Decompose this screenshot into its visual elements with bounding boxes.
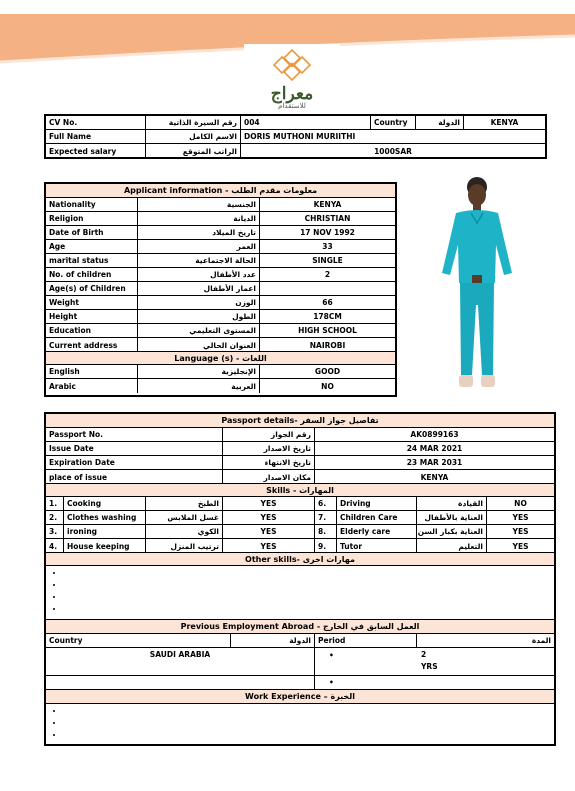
passport-field-value: 24 MAR 2021 [406,444,463,453]
country-label: Country [371,116,416,129]
table-row [46,268,395,282]
list-item [64,706,554,718]
applicant-field-label-ar: تاريخ الميلاد [138,226,260,239]
applicant-field-value: 33 [322,242,333,251]
table-row [46,254,395,268]
skill-number: 7. [315,511,337,524]
passport-field-label: Passport No. [46,428,223,441]
previous-employment-title: Previous Employment Abroad - العمل السابق في الخارج [46,620,554,634]
applicant-field-value: 178CM [313,312,342,321]
passport-details-title: Passport details- تفاصيل جواز السفر [46,414,554,428]
skill-label-ar: الطبخ [146,497,223,510]
applicant-field-label-ar: عدد الأطفال [138,268,260,281]
table-row [46,226,395,240]
skill-label-ar: غسل الملابس [146,511,223,524]
passport-skills-table [44,412,556,746]
employment-empty-cell [46,676,315,689]
applicant-field-label-ar: الطول [138,310,260,323]
skill-number: 6. [315,497,337,510]
cv-no-label: CV No. [46,116,146,129]
language-title: Language (s) - اللغات [46,351,395,365]
country-value: KENYA [490,118,519,127]
list-item [64,718,554,730]
applicant-field-label: Age(s) of Children [46,282,138,295]
table-row [46,442,554,456]
skill-label: House keeping [64,539,146,553]
employment-country-label: Country [46,634,231,647]
employment-period-label: Period [315,634,417,647]
passport-field-value: 23 MAR 2031 [406,458,463,467]
employment-period-label-ar: المدة [531,636,551,645]
table-row [46,539,554,553]
table-row [46,198,395,212]
applicant-field-value: 66 [322,298,333,307]
table-row [46,338,395,352]
language-label: Arabic [46,379,138,393]
employment-period-unit: YRS [421,662,438,671]
applicant-field-value: HIGH SCHOOL [298,326,357,335]
skill-number: 9. [315,539,337,553]
skill-label-ar: ترتيب المنزل [146,539,223,553]
applicant-field-label: Weight [46,296,138,309]
skills-title: Skills - المهارات [46,483,554,497]
other-skills-list [46,566,554,620]
table-row [46,470,554,484]
applicant-field-value: NAIROBI [309,340,346,350]
expected-salary-value: 1000SAR [374,146,412,156]
language-value: NO [321,381,334,391]
list-item [64,580,554,592]
full-name-label-ar: الاسم الكامل [146,130,241,143]
full-name-value: DORIS MUTHONI MURIITHI [244,132,356,141]
table-row [46,497,554,511]
table-row [46,324,395,338]
table-row [46,456,554,470]
applicant-field-label: Age [46,240,138,253]
skill-number: 8. [315,525,337,538]
company-logo [244,44,340,112]
applicant-field-label-ar: اعمار الأطفال [138,282,260,295]
applicant-field-label: marital status [46,254,138,267]
country-label-ar: الدولة [416,116,464,129]
applicant-field-value: CHRISTIAN [304,214,351,223]
applicant-field-label: Nationality [46,198,138,211]
skill-label-ar: التعليم [417,539,487,553]
skill-value: YES [512,513,529,522]
passport-field-label-ar: تاريخ الانتهاء [223,456,315,469]
skill-label: Children Care [337,511,417,524]
language-label-ar: العربية [138,379,260,393]
cv-no-value: 004 [241,116,371,129]
applicant-field-value: KENYA [313,200,342,209]
language-value: GOOD [314,367,341,376]
passport-field-label: Expiration Date [46,456,223,469]
skill-value: YES [512,527,529,536]
skill-label-ar: العناية بكبار السن [417,525,487,538]
applicant-field-label-ar: العنوان الحالي [138,338,260,352]
table-row [46,525,554,539]
work-experience-title: Work Experience – الخبرة [46,690,554,704]
applicant-field-label: Height [46,310,138,323]
expected-salary-label-ar: الراتب المتوقع [146,144,241,158]
employment-bullet: • [329,678,334,687]
table-row [46,428,554,442]
language-label: English [46,365,138,378]
expected-salary-label: Expected salary [46,144,146,158]
list-item [64,592,554,604]
skill-number: 3. [46,525,64,538]
skill-label: Clothes washing [64,511,146,524]
skill-value: YES [223,539,315,553]
passport-field-label-ar: مكان الاصدار [223,470,315,484]
skill-value: YES [223,511,315,524]
skill-number: 1. [46,497,64,510]
table-row [46,282,395,296]
applicant-field-label: Date of Birth [46,226,138,239]
language-label-ar: الإنجليزية [138,365,260,378]
table-row [46,511,554,525]
work-experience-list [46,704,554,742]
employment-period-value: 2 [421,650,427,659]
table-row [46,379,395,393]
applicant-field-label-ar: الحالة الاجتماعية [138,254,260,267]
header-info-table [44,114,547,159]
list-item [64,604,554,616]
skill-label: Cooking [64,497,146,510]
skill-number: 4. [46,539,64,553]
applicant-field-label-ar: الوزن [138,296,260,309]
applicant-field-value: SINGLE [312,256,343,265]
skill-number: 2. [46,511,64,524]
applicant-field-label-ar: العمر [138,240,260,253]
passport-field-label-ar: تاريخ الاصدار [223,442,315,455]
list-item [64,568,554,580]
applicant-field-label: Religion [46,212,138,225]
employment-period-cell: • 2 YRS [329,650,438,671]
logo-tagline: للاستقدام [278,102,306,110]
table-row [46,296,395,310]
skill-value: YES [223,525,315,538]
table-row [46,212,395,226]
list-item [64,730,554,742]
skill-label-ar: الكوي [146,525,223,538]
skill-label: ironing [64,525,146,538]
skill-label-ar: القيادة [417,497,487,510]
applicant-field-value [260,282,395,295]
passport-field-label: place of issue [46,470,223,484]
applicant-info-table [44,182,397,397]
applicant-field-label: Current address [46,338,138,352]
employment-country-label-ar: الدولة [231,634,315,647]
skill-value: NO [514,499,527,508]
other-skills-title: Other skills- مهارات اخرى [46,552,554,566]
applicant-field-label-ar: المستوى التعليمي [138,324,260,337]
cv-no-label-ar: رقم السيرة الذاتية [146,116,241,129]
table-row [46,310,395,324]
applicant-field-value: 2 [324,270,331,279]
applicant-field-label-ar: الجنسية [138,198,260,211]
table-row [46,240,395,254]
skill-value: YES [223,497,315,510]
applicant-field-label: No. of children [46,268,138,281]
skill-label-ar: العناية بالأطفال [417,511,487,524]
table-row [46,365,395,379]
skill-label: Tutor [337,539,417,553]
logo-arabic-name: معراج [270,84,314,104]
full-name-label: Full Name [46,130,146,143]
skill-label: Driving [337,497,417,510]
skill-value: YES [512,541,529,551]
applicant-field-label: Education [46,324,138,337]
applicant-field-label-ar: الديانة [138,212,260,225]
skill-label: Elderly care [337,525,417,538]
passport-field-label-ar: رقم الجواز [223,428,315,441]
passport-field-value: AK0899163 [410,430,459,439]
applicant-photo [432,175,522,403]
logo-emblem-icon [270,48,314,82]
passport-field-value: KENYA [420,472,449,482]
applicant-field-value: 17 NOV 1992 [300,228,355,237]
employment-country-value: SAUDI ARABIA [46,648,315,675]
passport-field-label: Issue Date [46,442,223,455]
applicant-info-title: Applicant information - معلومات مقدم الطلب [46,184,395,198]
